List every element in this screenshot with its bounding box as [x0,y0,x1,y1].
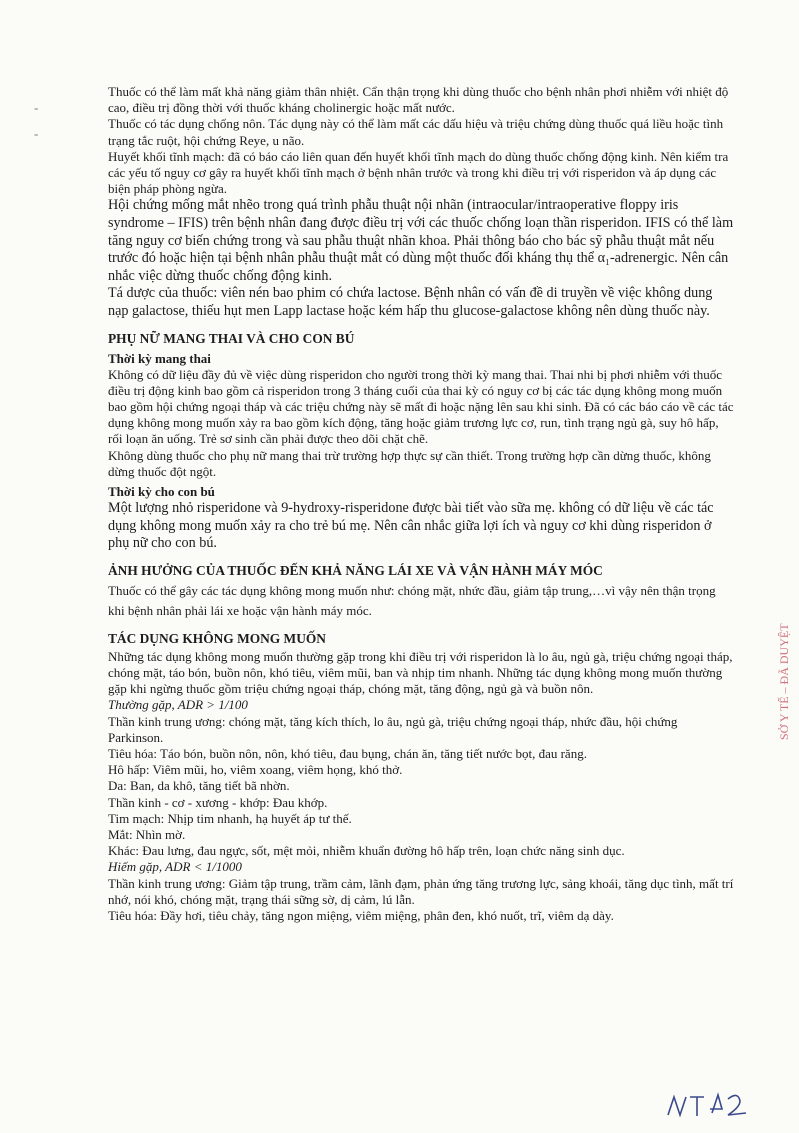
paragraph: Huyết khối tĩnh mạch: đã có báo cáo liên quan đến huyết khối tĩnh mạch do dùng thuốc chống động kinh. Nên kiểm tra các yếu tố nguy cơ gây ra huyết khối tĩnh mạch ở bệnh nhân trước và trong khi điều trị với risperidon và áp dụng các biện pháp phòng ngừa. [108,148,729,197]
list-item: Mắt: Nhìn mờ. [108,827,186,843]
section-heading-pregnancy: PHỤ NỮ MANG THAI VÀ CHO CON BÚ [108,330,355,346]
approval-stamp: SỞ Y TẾ – ĐÃ DUYỆT [777,623,791,740]
paragraph: Những tác dụng không mong muốn thường gặp trong khi điều trị với risperidon là lo âu, ngủ gà, triệu chứng ngoại tháp, chóng mặt, táo bón, buồn nôn, khó tiêu, viêm mũi, ban và nhịp tim nhanh. Những tác dụng không mong muốn thường gặp khi ngừng thuốc gồm triệu chứng ngoại tháp, chóng mặt, tăng động, ngủ gà và buồn nôn. [108,648,733,697]
list-item: Hô hấp: Viêm mũi, ho, viêm xoang, viêm họng, khó thở. [108,762,403,778]
frequency-label: Hiếm gặp, ADR < 1/1000 [108,859,242,875]
list-item: Khác: Đau lưng, đau ngực, sốt, mệt mỏi, nhiễm khuẩn đường hô hấp trên, loạn chức năng sinh dục. [108,843,625,859]
subheading-pregnancy: Thời kỳ mang thai [108,350,211,366]
paragraph: Hội chứng mống mắt nhẽo trong quá trình phẫu thuật nội nhãn (intraocular/intraoperative floppy iris syndrome – IFIS) trên bệnh nhân đang được điều trị với các thuốc chống loạn thần risperidon. IFIS có thể làm tăng nguy cơ biến chứng trong và sau phẫu thuật nhãn khoa. Phải thông báo cho bác sỹ phẫu thuật mắt nếu trước đó hoặc hiện tại bệnh nhân phẫu thuật mắt có dùng một thuốc đối kháng thụ thể α₁-adrenergic. Nên cân nhắc việc dừng thuốc chống động kinh. [108,197,734,284]
paragraph: Thuốc có thể làm mất khả năng giảm thân nhiệt. Cẩn thận trọng khi dùng thuốc cho bệnh nhân phơi nhiễm với nhiệt độ cao, điều trị đồng thời với thuốc kháng cholinergic hoặc mất nước. [108,84,729,116]
frequency-label: Thường gặp, ADR > 1/100 [108,697,248,713]
margin-dash: - [34,100,39,115]
list-item: Tim mạch: Nhịp tim nhanh, hạ huyết áp tư thế. [108,810,352,826]
paragraph: Tá dược của thuốc: viên nén bao phim có chứa lactose. Bệnh nhân có vấn đề di truyền về việc không dung nạp galactose, thiếu hụt men Lapp lactase hoặc kém hấp thu glucose-galactose không nên dùng thuốc này. [108,285,713,319]
margin-dash: - [34,126,39,141]
paragraph: Không có dữ liệu đầy đủ về việc dùng risperidon cho người trong thời kỳ mang thai. Thai nhi bị phơi nhiễm với thuốc điều trị động kinh bao gồm cả risperidon trong 3 tháng cuối của thai kỳ có nguy cơ bị các tác dụng không mong muốn bao gồm hội chứng ngoại tháp và các triệu chứng này sẽ mất đi hoặc nặng lên sau khi sinh. Đã có các báo cáo về các tác dụng không mong muốn xảy ra bao gồm kích động, tăng hoặc giảm trương lực cơ, run, tình trạng ngủ gà, suy hô hấp, rối loạn ăn uống. Trẻ sơ sinh cần phải được theo dõi chặt chẽ. [108,366,734,447]
section-heading-driving: ẢNH HƯỞNG CỦA THUỐC ĐẾN KHẢ NĂNG LÁI XE VÀ VẬN HÀNH MÁY MÓC [108,562,603,578]
paragraph: Không dùng thuốc cho phụ nữ mang thai trừ trường hợp thực sự cần thiết. Trong trường hợp cần dừng thuốc, không dừng thuốc đột ngột. [108,447,711,479]
paragraph: Một lượng nhỏ risperidone và 9-hydroxy-risperidone được bài tiết vào sữa mẹ. không có dữ liệu về các tác dụng không mong muốn xảy ra cho trẻ bú mẹ. Nên cân nhắc giữa lợi ích và nguy cơ khi dùng risperidon ở phụ nữ cho con bú. [108,500,714,552]
list-item: Thần kinh - cơ - xương - khớp: Đau khớp. [108,794,328,810]
section-heading-adr: TÁC DỤNG KHÔNG MONG MUỐN [108,630,326,646]
list-item: Thần kinh trung ương: chóng mặt, tăng kích thích, lo âu, ngủ gà, triệu chứng ngoại tháp, nhức đầu, hội chứng Parkinson. [108,713,678,745]
paragraph: Thuốc có tác dụng chống nôn. Tác dụng này có thể làm mất các dấu hiệu và triệu chứng dùng thuốc quá liều hoặc tình trạng tắc ruột, hội chứng Reye, u não. [108,116,724,148]
subheading-breastfeeding: Thời kỳ cho con bú [108,484,215,499]
document-body [108,84,734,924]
list-item: Tiêu hóa: Đầy hơi, tiêu chảy, tăng ngon miệng, viêm miệng, phân đen, khó nuốt, trĩ, viêm dạ dày. [108,908,614,924]
list-item: Tiêu hóa: Táo bón, buồn nôn, nôn, khó tiêu, đau bụng, chán ăn, tăng tiết nước bọt, đau răng. [108,746,587,761]
handwritten-page-mark [660,1085,770,1125]
list-item: Da: Ban, da khô, tăng tiết bã nhờn. [108,778,290,794]
list-item: Thần kinh trung ương: Giảm tập trung, trầm cảm, lãnh đạm, phản ứng tăng trương lực, sảng khoái, tăng dục tình, mất trí nhớ, nói khó, chóng mặt, trạng thái sững sờ, dị cảm, lú lẫn. [108,875,734,907]
paragraph: Thuốc có thể gây các tác dụng không mong muốn như: chóng mặt, nhức đầu, giảm tập trung,…vì vậy nên thận trọng khi bệnh nhân phải lái xe hoặc vận hành máy móc. [108,582,716,618]
